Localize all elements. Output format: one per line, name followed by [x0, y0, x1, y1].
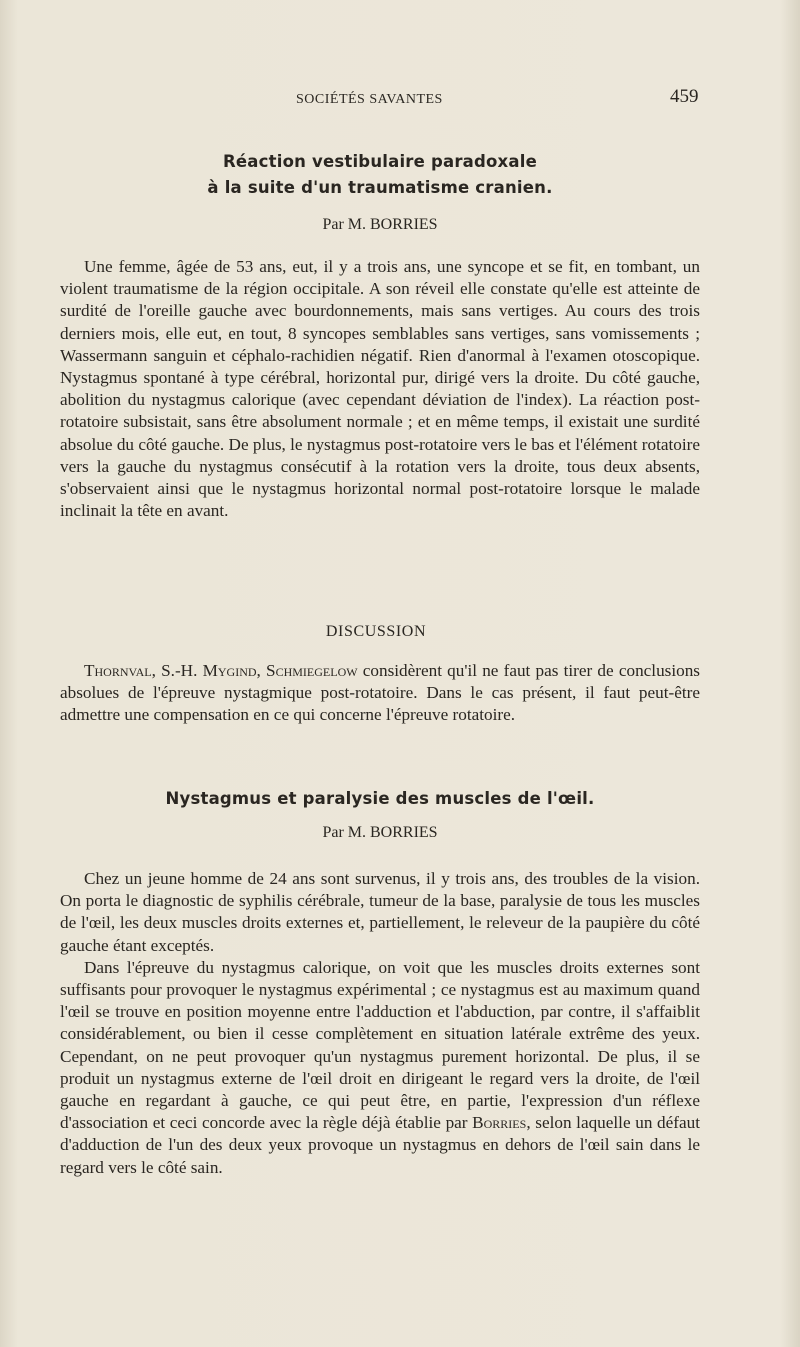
discussion-heading: DISCUSSION [325, 623, 427, 640]
article1-title-line1: Réaction vestibulaire paradoxale [223, 152, 537, 171]
article2-byline: Par M. BORRIES [322, 824, 438, 841]
article1-paragraph: Une femme, âgée de 53 ans, eut, il y a trois ans, une syncope et se fit, en tombant, un violent traumatisme de la région occipitale. A son réveil elle constate qu'elle est atteinte de surdité de l'oreille gauche avec bourdonnements, mais sans vertiges. Au cours des trois derniers mois, elle eut, en tout, 8 syncopes semblables sans vertiges, sans vomissements ; Wassermann sanguin et céphalo-rachidien négatif. Rien d'anormal à l'examen otoscopique. Nystagmus spontané à type cérébral, horizontal pur, dirigé vers la droite. Du côté gauche, abolition du nystagmus calorique (avec cependant déviation de l'index). La réaction post-rotatoire subsistait, sans être absolument normale ; et en même temps, il existait une surdité absolue du côté gauche. De plus, le nystagmus post-rotatoire vers le bas et l'élément rotatoire vers la gauche du nystagmus consécutif à la rotation vers la droite, tous deux absents, s'observaient ainsi que le nystagmus horizontal normal post-rotatoire lorsque le malade inclinait la tête en avant. [60, 257, 700, 521]
article1-title-line2: à la suite d'un traumatisme cranien. [207, 178, 553, 197]
article1-byline: Par M. BORRIES [322, 216, 438, 233]
article2-cited-author: Borries [472, 1113, 527, 1133]
running-head: SOCIÉTÉS SAVANTES [296, 92, 443, 107]
discussion-paragraph [60, 660, 700, 727]
article2-paragraph2-end: , selon laquelle un défaut d'adduction de l'un des deux yeux provoque un nystagmus en dehors de l'œil sain dans le regard vers le côté sain. [60, 1113, 700, 1177]
discussion-text: considèrent qu'il ne faut pas tirer de conclusions absolues de l'épreuve nystagmique post-rotatoire. Dans le cas présent, il faut peut-être admettre une compensation en ce qui concerne l'épreuve rotatoire. [60, 661, 701, 725]
article2-body [60, 868, 700, 1179]
article2-paragraph2 [60, 957, 700, 1179]
article2-paragraph2-text: Dans l'épreuve du nystagmus calorique, on voit que les muscles droits externes sont suffisants pour provoquer le nystagmus expérimental ; ce nystagmus est au maximum quand l'œil se trouve en position moyenne entre l'adduction et l'abduction, par contre, il s'affaiblit considérablement, ou bien il cesse complètement en situation latérale extrême des yeux. Cependant, on ne peut provoquer qu'un nystagmus purement horizontal. De plus, il se produit un nystagmus externe de l'œil droit en dirigeant le regard vers la droite, de l'œil gauche en regardant à gauche, ce qui peut être, en partie, l'expression d'un réflexe d'association et ceci concorde avec la règle déjà établie par [60, 957, 700, 1133]
article1-body [60, 256, 700, 522]
discussion-authors: Thornval, S.-H. Mygind, Schmiegelow [84, 661, 358, 680]
article2-paragraph1: Chez un jeune homme de 24 ans sont survenus, il y trois ans, des troubles de la vision. On porta le diagnostic de syphilis cérébrale, tumeur de la base, paralysie de tous les muscles de l'œil, les deux muscles droits externes et, partiellement, le releveur de la paupière du côté gauche étant exceptés. [60, 869, 700, 955]
article2-title: Nystagmus et paralysie des muscles de l'œil. [165, 789, 595, 808]
page-number: 459 [670, 86, 699, 107]
discussion-body [60, 660, 700, 727]
